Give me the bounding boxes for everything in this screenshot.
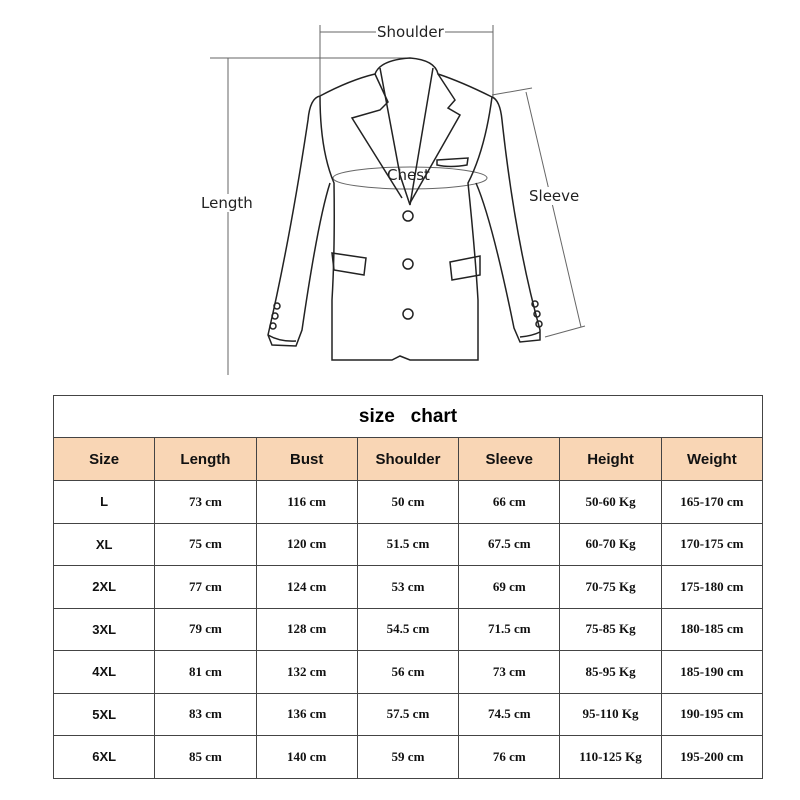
column-header-size: Size xyxy=(54,438,155,481)
table-cell: 51.5 cm xyxy=(357,523,458,566)
table-cell: 75-85 Kg xyxy=(560,608,661,651)
table-cell: 50-60 Kg xyxy=(560,481,661,524)
table-cell: 132 cm xyxy=(256,651,357,694)
table-cell: 54.5 cm xyxy=(357,608,458,651)
size-chart-title: size chart xyxy=(54,396,763,438)
table-cell: 73 cm xyxy=(459,651,560,694)
table-cell: 185-190 cm xyxy=(661,651,762,694)
table-cell: 83 cm xyxy=(155,693,256,736)
table-cell: 110-125 Kg xyxy=(560,736,661,779)
table-cell: 170-175 cm xyxy=(661,523,762,566)
table-cell: 3XL xyxy=(54,608,155,651)
table-cell: 140 cm xyxy=(256,736,357,779)
table-cell: 165-170 cm xyxy=(661,481,762,524)
table-cell: 77 cm xyxy=(155,566,256,609)
column-header-shoulder: Shoulder xyxy=(357,438,458,481)
table-cell: 120 cm xyxy=(256,523,357,566)
table-cell: 124 cm xyxy=(256,566,357,609)
table-cell: 70-75 Kg xyxy=(560,566,661,609)
table-row xyxy=(54,523,763,566)
table-cell: 128 cm xyxy=(256,608,357,651)
table-cell: 95-110 Kg xyxy=(560,693,661,736)
table-row xyxy=(54,736,763,779)
table-cell: 175-180 cm xyxy=(661,566,762,609)
column-header-length: Length xyxy=(155,438,256,481)
column-header-sleeve: Sleeve xyxy=(459,438,560,481)
table-cell: 195-200 cm xyxy=(661,736,762,779)
table-cell: 59 cm xyxy=(357,736,458,779)
table-cell: 57.5 cm xyxy=(357,693,458,736)
table-cell: 74.5 cm xyxy=(459,693,560,736)
table-cell: 4XL xyxy=(54,651,155,694)
length-label: Length xyxy=(201,194,253,212)
table-cell: 79 cm xyxy=(155,608,256,651)
table-cell: 116 cm xyxy=(256,481,357,524)
table-cell: 71.5 cm xyxy=(459,608,560,651)
table-cell: 75 cm xyxy=(155,523,256,566)
column-header-bust: Bust xyxy=(256,438,357,481)
table-cell: 66 cm xyxy=(459,481,560,524)
table-row xyxy=(54,481,763,524)
chest-label: Chest xyxy=(387,166,430,184)
table-cell: 76 cm xyxy=(459,736,560,779)
header-row xyxy=(54,438,763,481)
table-cell: 56 cm xyxy=(357,651,458,694)
table-cell: 5XL xyxy=(54,693,155,736)
table-row xyxy=(54,651,763,694)
table-row xyxy=(54,566,763,609)
table-row xyxy=(54,693,763,736)
table-cell: XL xyxy=(54,523,155,566)
table-cell: 67.5 cm xyxy=(459,523,560,566)
shoulder-label: Shoulder xyxy=(377,23,444,41)
sleeve-label: Sleeve xyxy=(529,187,580,205)
table-cell: 81 cm xyxy=(155,651,256,694)
table-cell: 50 cm xyxy=(357,481,458,524)
table-cell: 69 cm xyxy=(459,566,560,609)
table-row xyxy=(54,608,763,651)
table-cell: 180-185 cm xyxy=(661,608,762,651)
table-cell: L xyxy=(54,481,155,524)
table-cell: 190-195 cm xyxy=(661,693,762,736)
jacket-illustration xyxy=(0,0,800,390)
table-cell: 53 cm xyxy=(357,566,458,609)
column-header-weight: Weight xyxy=(661,438,762,481)
table-cell: 6XL xyxy=(54,736,155,779)
column-header-height: Height xyxy=(560,438,661,481)
table-cell: 73 cm xyxy=(155,481,256,524)
table-cell: 136 cm xyxy=(256,693,357,736)
table-cell: 85 cm xyxy=(155,736,256,779)
jacket-measurement-diagram xyxy=(0,0,800,390)
table-cell: 85-95 Kg xyxy=(560,651,661,694)
table-cell: 60-70 Kg xyxy=(560,523,661,566)
size-chart-table xyxy=(53,395,763,779)
table-cell: 2XL xyxy=(54,566,155,609)
